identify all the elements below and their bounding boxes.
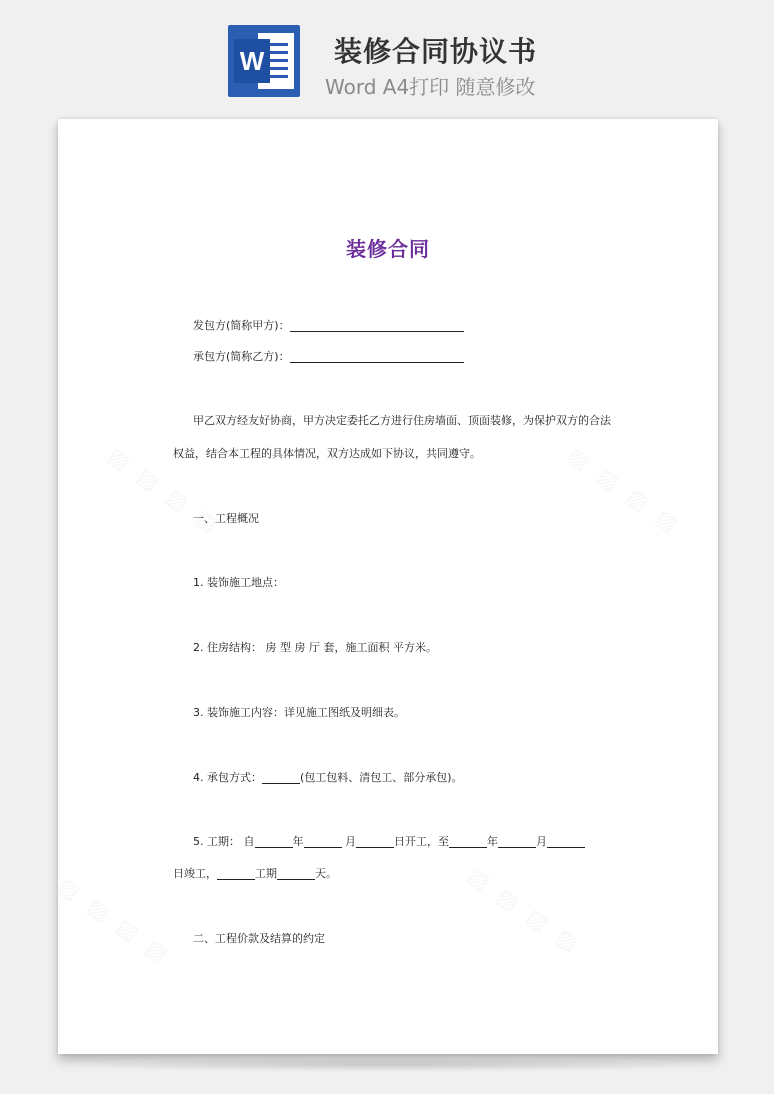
item5-line2 bbox=[173, 865, 337, 881]
party-a-blank[interactable] bbox=[290, 319, 464, 332]
party-a-line bbox=[193, 317, 464, 333]
intro-paragraph-line2: 权益，结合本工程的具体情况，双方达成如下协议，共同遵守。 bbox=[173, 447, 481, 460]
watermark bbox=[563, 443, 686, 539]
watermark bbox=[58, 873, 175, 969]
item5-start-year-blank[interactable] bbox=[255, 835, 293, 848]
item5-end-year-blank[interactable] bbox=[449, 835, 487, 848]
party-b-blank[interactable] bbox=[290, 350, 464, 363]
item4-prefix: 4. 承包方式： bbox=[193, 771, 262, 784]
item4-blank[interactable] bbox=[262, 771, 300, 784]
party-b-label: 承包方(简称乙方)： bbox=[193, 350, 290, 363]
item5-start-day-blank[interactable] bbox=[356, 835, 394, 848]
document-title: 装修合同 bbox=[346, 237, 430, 261]
item5-prefix: 5. 工期： 自 bbox=[193, 835, 255, 848]
item5-year1: 年 bbox=[292, 835, 304, 848]
item5-start-month-blank[interactable] bbox=[304, 835, 342, 848]
item5-year2: 年 bbox=[487, 835, 498, 848]
item5-month1: 月 bbox=[345, 835, 356, 848]
item3: 3. 装饰施工内容：详见施工图纸及明细表。 bbox=[193, 706, 405, 719]
header-subtitle: Word A4打印 随意修改 bbox=[325, 75, 536, 99]
item5-end-month-blank[interactable] bbox=[498, 835, 536, 848]
item5-start: 日开工，至 bbox=[394, 835, 449, 848]
item5-line2-a: 日竣工， bbox=[173, 867, 217, 880]
item1: 1. 装饰施工地点： bbox=[193, 576, 284, 589]
watermark bbox=[463, 863, 586, 959]
header-title: 装修合同协议书 bbox=[334, 35, 538, 68]
section1-title: 一、工程概况 bbox=[193, 512, 259, 525]
page-shadow bbox=[70, 1058, 706, 1072]
party-a-label: 发包方(简称甲方)： bbox=[193, 319, 290, 332]
word-icon bbox=[228, 25, 300, 97]
item5-duration-blank[interactable] bbox=[277, 867, 315, 880]
item5-line2-b: 工期 bbox=[255, 867, 277, 880]
document-page bbox=[58, 119, 718, 1054]
item4 bbox=[193, 769, 463, 785]
item2: 2. 住房结构： 房 型 房 厅 套，施工面积 平方米。 bbox=[193, 641, 437, 654]
item5-end-day-blank[interactable] bbox=[547, 835, 585, 848]
party-b-line bbox=[193, 348, 464, 364]
section2-title: 二、工程价款及结算的约定 bbox=[193, 932, 325, 945]
item5-month2: 月 bbox=[536, 835, 547, 848]
header bbox=[0, 0, 774, 118]
item5-line1 bbox=[193, 833, 585, 849]
intro-paragraph-line1: 甲乙双方经友好协商，甲方决定委托乙方进行住房墙面、顶面装修，为保护双方的合法 bbox=[193, 414, 611, 427]
item5-line2-c: 天。 bbox=[315, 867, 337, 880]
word-letter-badge: W bbox=[234, 39, 270, 83]
item5-end-day-blank2[interactable] bbox=[217, 867, 255, 880]
item4-suffix: (包工包料、清包工、部分承包)。 bbox=[300, 771, 463, 784]
